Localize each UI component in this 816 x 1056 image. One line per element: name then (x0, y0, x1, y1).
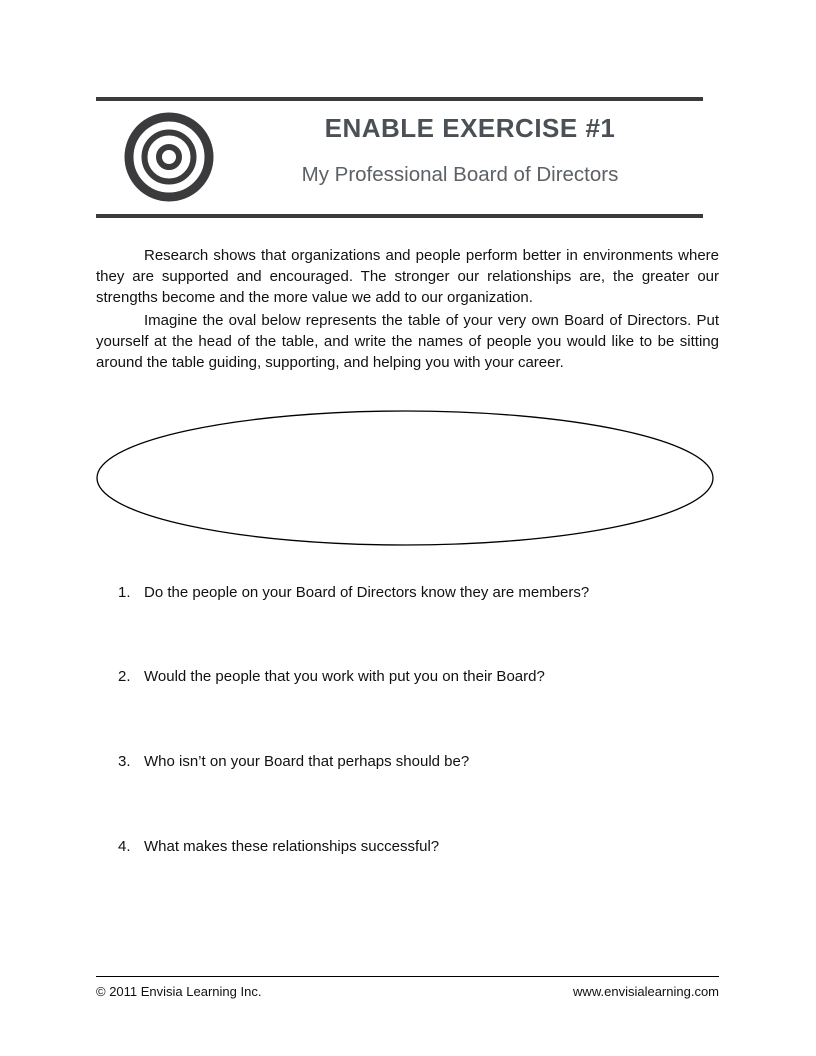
footer-copyright: © 2011 Envisia Learning Inc. (96, 984, 262, 999)
question-number: 1. (118, 584, 131, 601)
question-item (118, 838, 439, 855)
target-icon (124, 112, 214, 202)
intro-paragraph: Research shows that organizations and people perform better in environments where they are supported and encouraged. The stronger our relationships are, the greater our strengths become and the more value we add to our organization. (96, 247, 719, 306)
intro-text (96, 245, 719, 375)
header-bottom-rule (96, 214, 703, 218)
question-number: 4. (118, 838, 131, 855)
page-subtitle: My Professional Board of Directors (301, 163, 619, 186)
footer-website-link[interactable]: www.envisialearning.com (573, 984, 719, 999)
question-text: What makes these relationships successful? (144, 838, 440, 855)
board-table-oval[interactable] (95, 409, 715, 547)
question-text: Do the people on your Board of Directors know they are members? (144, 584, 590, 601)
footer-rule (96, 976, 719, 977)
question-item (118, 668, 545, 685)
question-text: Who isn’t on your Board that perhaps should be? (144, 753, 470, 770)
page-title: ENABLE EXERCISE #1 (324, 113, 616, 143)
question-text: Would the people that you work with put you on their Board? (144, 668, 545, 685)
question-item (118, 584, 589, 601)
instruction-paragraph: Imagine the oval below represents the table of your very own Board of Directors. Put yourself at the head of the table, and write the names of people you would like to be sitting around the table guiding, supporting, and helping you with your career. (96, 312, 719, 371)
header-top-rule (96, 97, 703, 101)
question-number: 2. (118, 668, 131, 685)
question-number: 3. (118, 753, 131, 770)
question-item (118, 753, 469, 770)
